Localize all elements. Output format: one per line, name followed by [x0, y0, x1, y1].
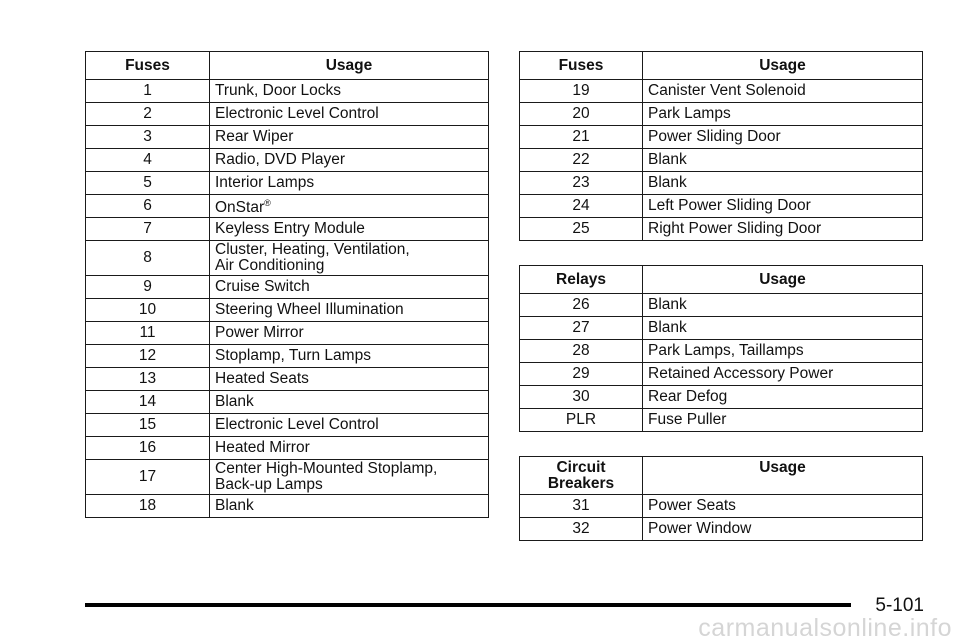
table-row	[86, 172, 489, 195]
fuse-usage: Electronic Level Control	[210, 103, 489, 126]
fuse-usage: Canister Vent Solenoid	[643, 80, 923, 103]
fuse-number: 22	[520, 149, 643, 172]
fuse-number: 17	[86, 460, 210, 495]
fuse-number: 25	[520, 218, 643, 241]
fuse-number: 20	[520, 103, 643, 126]
footer-rule	[85, 603, 851, 607]
fuse-usage: Heated Mirror	[210, 437, 489, 460]
fuse-number: 4	[86, 149, 210, 172]
fuse-usage: Cruise Switch	[210, 276, 489, 299]
column-header-usage: Usage	[210, 52, 489, 80]
fuse-usage	[210, 460, 489, 495]
table-row	[86, 495, 489, 518]
table-row	[520, 294, 923, 317]
fuse-usage: Blank	[210, 391, 489, 414]
relay-number: 28	[520, 340, 643, 363]
fuse-table-right	[519, 51, 923, 241]
relay-usage: Park Lamps, Taillamps	[643, 340, 923, 363]
fuse-usage: Heated Seats	[210, 368, 489, 391]
fuse-number: 2	[86, 103, 210, 126]
table-row	[86, 299, 489, 322]
fuse-usage: Right Power Sliding Door	[643, 218, 923, 241]
table-row	[86, 149, 489, 172]
table-row	[520, 386, 923, 409]
fuse-number: 10	[86, 299, 210, 322]
fuse-usage: Rear Wiper	[210, 126, 489, 149]
table-row	[520, 495, 923, 518]
relay-number: 27	[520, 317, 643, 340]
fuse-usage: Radio, DVD Player	[210, 149, 489, 172]
fuse-number: 7	[86, 218, 210, 241]
table-row	[86, 437, 489, 460]
table-row	[86, 195, 489, 218]
table-row	[520, 317, 923, 340]
column-header-relays: Relays	[520, 266, 643, 294]
fuse-usage: Steering Wheel Illumination	[210, 299, 489, 322]
fuse-usage: Power Mirror	[210, 322, 489, 345]
table-row	[520, 409, 923, 432]
column-header-circuit-breakers	[520, 457, 643, 495]
header-line-2: Breakers	[547, 475, 615, 492]
table-row	[520, 126, 923, 149]
fuse-usage-line-2: Air Conditioning	[215, 257, 325, 274]
fuse-number: 23	[520, 172, 643, 195]
fuse-table-left	[85, 51, 489, 518]
table-row	[520, 195, 923, 218]
relay-number: PLR	[520, 409, 643, 432]
table-header-row	[86, 52, 489, 80]
table-row	[86, 80, 489, 103]
breaker-usage: Power Seats	[643, 495, 923, 518]
table-row	[86, 241, 489, 276]
fuse-number: 14	[86, 391, 210, 414]
fuse-usage-line-2: Back-up Lamps	[215, 476, 323, 493]
table-row	[86, 460, 489, 495]
fuse-usage-line-1: Center High-Mounted Stoplamp,	[215, 460, 438, 477]
fuse-usage	[210, 195, 489, 218]
column-header-usage: Usage	[643, 266, 923, 294]
fuse-number: 3	[86, 126, 210, 149]
fuse-usage: Left Power Sliding Door	[643, 195, 923, 218]
table-row	[86, 103, 489, 126]
breaker-number: 31	[520, 495, 643, 518]
table-row	[520, 172, 923, 195]
relay-usage: Fuse Puller	[643, 409, 923, 432]
table-row	[86, 276, 489, 299]
fuse-number: 6	[86, 195, 210, 218]
fuse-usage: Stoplamp, Turn Lamps	[210, 345, 489, 368]
fuse-number: 15	[86, 414, 210, 437]
column-header-fuses: Fuses	[86, 52, 210, 80]
table-header-row	[520, 52, 923, 80]
relay-number: 29	[520, 363, 643, 386]
fuse-usage: Power Sliding Door	[643, 126, 923, 149]
fuse-number: 8	[86, 241, 210, 276]
fuse-number: 11	[86, 322, 210, 345]
table-row	[86, 218, 489, 241]
relay-number: 26	[520, 294, 643, 317]
column-header-usage: Usage	[643, 52, 923, 80]
relay-usage: Retained Accessory Power	[643, 363, 923, 386]
table-row	[86, 345, 489, 368]
table-row	[86, 322, 489, 345]
fuse-usage: Trunk, Door Locks	[210, 80, 489, 103]
fuse-number: 1	[86, 80, 210, 103]
fuse-usage: Blank	[643, 172, 923, 195]
table-header-row	[520, 266, 923, 294]
page-number: 5-101	[875, 595, 924, 616]
relay-number: 30	[520, 386, 643, 409]
fuse-number: 16	[86, 437, 210, 460]
watermark: carmanualsonline.info	[698, 614, 952, 642]
fuse-usage	[210, 241, 489, 276]
table-row	[520, 80, 923, 103]
fuse-number: 19	[520, 80, 643, 103]
table-row	[86, 368, 489, 391]
fuse-usage: Blank	[210, 495, 489, 518]
table-row	[520, 218, 923, 241]
relay-usage: Rear Defog	[643, 386, 923, 409]
table-row	[86, 391, 489, 414]
table-row	[520, 518, 923, 541]
header-line-1: Circuit	[556, 459, 606, 476]
fuse-usage: Blank	[643, 149, 923, 172]
table-row	[520, 363, 923, 386]
fuse-number: 9	[86, 276, 210, 299]
table-row	[520, 149, 923, 172]
table-row	[520, 103, 923, 126]
fuse-usage: Keyless Entry Module	[210, 218, 489, 241]
breaker-usage: Power Window	[643, 518, 923, 541]
fuse-usage-line-1: Cluster, Heating, Ventilation,	[215, 241, 410, 258]
fuse-number: 21	[520, 126, 643, 149]
column-header-fuses: Fuses	[520, 52, 643, 80]
fuse-usage: Park Lamps	[643, 103, 923, 126]
column-header-usage: Usage	[643, 457, 923, 495]
fuse-usage-text: OnStar	[215, 199, 265, 217]
fuse-number: 13	[86, 368, 210, 391]
fuse-number: 5	[86, 172, 210, 195]
breaker-number: 32	[520, 518, 643, 541]
fuse-number: 24	[520, 195, 643, 218]
fuse-number: 12	[86, 345, 210, 368]
table-row	[86, 414, 489, 437]
table-row	[520, 340, 923, 363]
relay-usage: Blank	[643, 317, 923, 340]
circuit-breakers-table	[519, 456, 923, 541]
relay-usage: Blank	[643, 294, 923, 317]
registered-mark: ®	[264, 198, 271, 209]
fuse-number: 18	[86, 495, 210, 518]
table-header-row	[520, 457, 923, 495]
table-row	[86, 126, 489, 149]
relays-table	[519, 265, 923, 432]
fuse-usage: Electronic Level Control	[210, 414, 489, 437]
fuse-usage: Interior Lamps	[210, 172, 489, 195]
